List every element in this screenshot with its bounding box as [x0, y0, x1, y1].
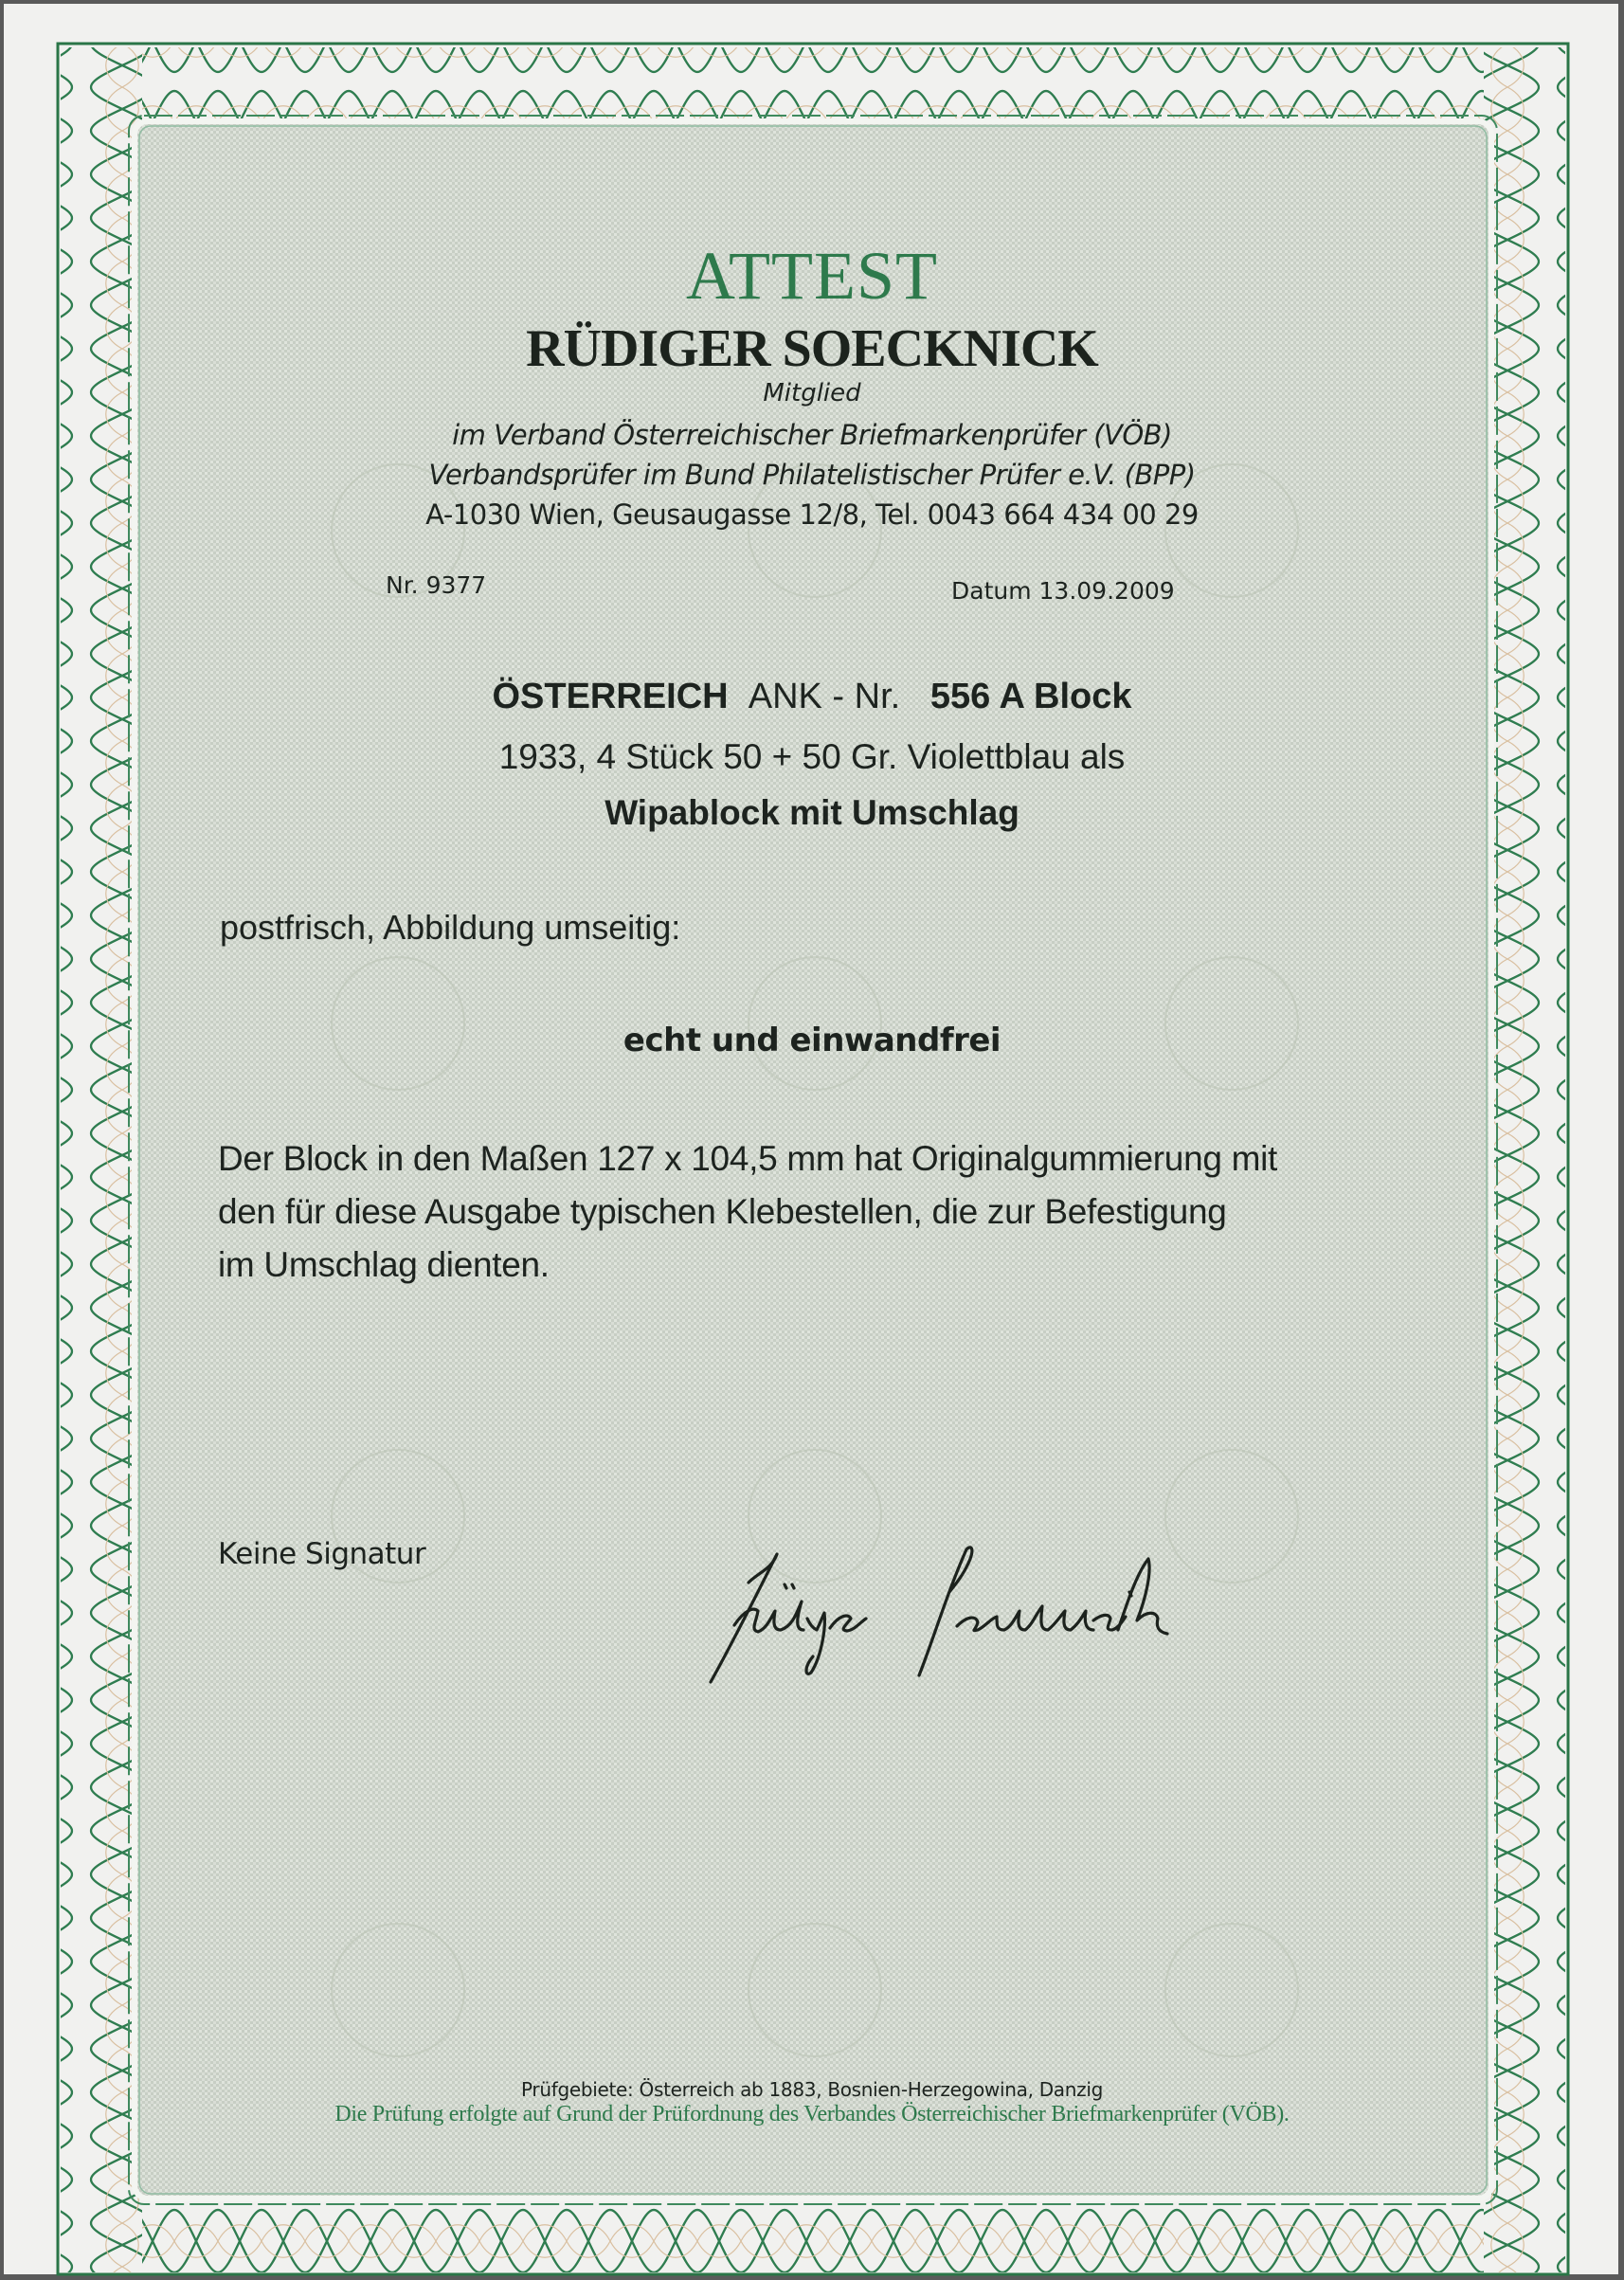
catalog-number: 556 A Block	[929, 677, 1132, 716]
detail-line: Der Block in den Maßen 127 x 104,5 mm hat Originalgummierung mit	[218, 1139, 1278, 1178]
certificate-number: Nr. 9377	[386, 571, 487, 599]
membership-voeb: im Verband Österreichischer Briefmarkenprüfer (VÖB)	[452, 419, 1172, 451]
stamp-format: Wipablock mit Umschlag	[604, 793, 1020, 832]
certificate-date: Datum 13.09.2009	[951, 577, 1175, 605]
examiner-address: A-1030 Wien, Geusaugasse 12/8, Tel. 0043 664 434 00 29	[425, 498, 1199, 531]
signature-marking: Keine Signatur	[218, 1537, 426, 1571]
country: ÖSTERREICH	[492, 677, 729, 716]
catalog-label: ANK - Nr.	[748, 677, 901, 716]
certificate-title: ATTEST	[686, 238, 938, 314]
detail-line: den für diese Ausgabe typischen Klebestellen, die zur Befestigung	[218, 1192, 1227, 1231]
membership-bpp: Verbandsprüfer im Bund Philatelistischer Prüfer e.V. (BPP)	[428, 459, 1196, 491]
examiner-name: RÜDIGER SOECKNICK	[526, 319, 1098, 378]
stamp-identification	[0, 677, 1624, 717]
examination-rules-note: Die Prüfung erfolgte auf Grund der Prüfordnung des Verbandes Österreichischer Briefmarkenprüfer (VÖB).	[334, 2102, 1290, 2126]
handwritten-signature	[644, 1535, 1213, 1696]
examination-scope: Prüfgebiete: Österreich ab 1883, Bosnien-Herzegowina, Danzig	[521, 2078, 1103, 2101]
condition-text: postfrisch, Abbildung umseitig:	[220, 908, 681, 947]
verdict-text: echt und einwandfrei	[623, 1022, 1001, 1059]
member-label: Mitglied	[763, 379, 861, 407]
stamp-description: 1933, 4 Stück 50 + 50 Gr. Violettblau als	[498, 737, 1126, 776]
detail-line: im Umschlag dienten.	[218, 1245, 550, 1284]
